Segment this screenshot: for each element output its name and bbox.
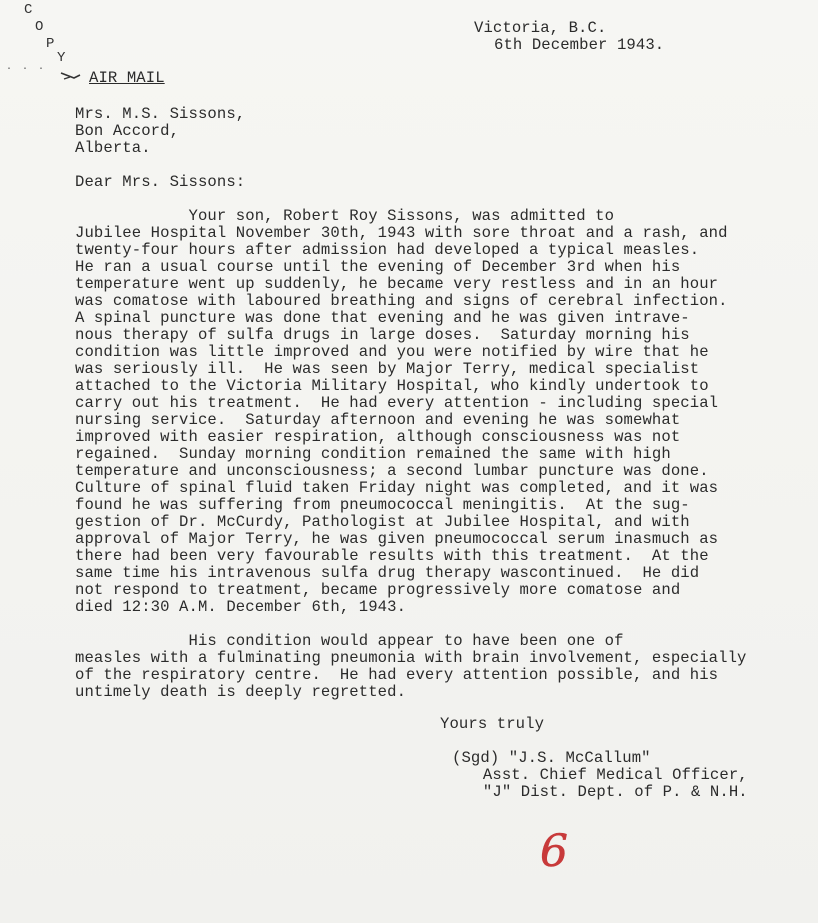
body-line: same time his intravenous sulfa drug therapy wascontinued. He did <box>75 564 700 582</box>
body-line: twenty-four hours after admission had developed a typical measles. <box>75 241 700 259</box>
body-line: was comatose with laboured breathing and signs of cerebral infection. <box>75 292 728 310</box>
body-line: was seriously ill. He was seen by Major Terry, medical specialist <box>75 360 700 378</box>
place-line: Victoria, B.C. <box>474 19 607 37</box>
body-line: Your son, Robert Roy Sissons, was admitted to <box>75 207 615 225</box>
body-line: improved with easier respiration, although consciousness was not <box>75 428 681 446</box>
signature-line-3: "J" Dist. Dept. of P. & N.H. <box>464 783 748 801</box>
address-line-3: Alberta. <box>75 139 151 157</box>
body-line: untimely death is deeply regretted. <box>75 683 407 701</box>
body-line: attached to the Victoria Military Hospital, who kindly undertook to <box>75 377 709 395</box>
copy-letter-c: C <box>24 2 33 18</box>
copy-letter-y: Y <box>57 50 66 66</box>
body-line: nous therapy of sulfa drugs in large doses. Saturday morning his <box>75 326 690 344</box>
body-line: of the respiratory centre. He had every attention possible, and his <box>75 666 719 684</box>
body-line: carry out his treatment. He had every attention - including special <box>75 394 719 412</box>
body-line: gestion of Dr. McCurdy, Pathologist at Jubilee Hospital, and with <box>75 513 690 531</box>
body-line: approval of Major Terry, he was given pneumococcal serum inasmuch as <box>75 530 719 548</box>
air-mail-label: AIR MAIL <box>89 69 165 87</box>
body-line: A spinal puncture was done that evening and he was given intrave- <box>75 309 690 327</box>
salutation: Dear Mrs. Sissons: <box>75 173 246 191</box>
body-line: nursing service. Saturday afternoon and evening he was somewhat <box>75 411 681 429</box>
closing: Yours truly <box>440 715 545 733</box>
body-line: He ran a usual course until the evening of December 3rd when his <box>75 258 681 276</box>
body-line: there had been very favourable results with this treatment. At the <box>75 547 709 565</box>
body-line: regained. Sunday morning condition remained the same with high <box>75 445 671 463</box>
body-line: Culture of spinal fluid taken Friday night was completed, and it was <box>75 479 719 497</box>
body-line: temperature went up suddenly, he became very restless and in an hour <box>75 275 719 293</box>
arrow-icon <box>60 70 82 82</box>
body-line: died 12:30 A.M. December 6th, 1943. <box>75 598 407 616</box>
body-line: measles with a fulminating pneumonia with brain involvement, especially <box>75 649 747 667</box>
body-line: not respond to treatment, became progressively more comatose and <box>75 581 681 599</box>
body-line: temperature and unconsciousness; a second lumbar puncture was done. <box>75 462 709 480</box>
date-line: 6th December 1943. <box>494 36 665 54</box>
page-number-text: 6 <box>540 826 568 874</box>
stamp-dots: · · · <box>6 64 47 75</box>
address-line-2: Bon Accord, <box>75 122 180 140</box>
copy-letter-p: P <box>46 36 55 52</box>
address-line-1: Mrs. M.S. Sissons, <box>75 105 246 123</box>
signature-line-2: Asst. Chief Medical Officer, <box>464 766 748 784</box>
signature-line-1: (Sgd) "J.S. McCallum" <box>452 749 651 767</box>
body-line: Jubilee Hospital November 30th, 1943 with sore throat and a rash, and <box>75 224 728 242</box>
body-line: found he was suffering from pneumococcal meningitis. At the sug- <box>75 496 690 514</box>
copy-letter-o: O <box>35 19 44 35</box>
body-line: His condition would appear to have been one of <box>75 632 624 650</box>
body-line: condition was little improved and you were notified by wire that he <box>75 343 709 361</box>
handwritten-page-number <box>536 826 576 874</box>
